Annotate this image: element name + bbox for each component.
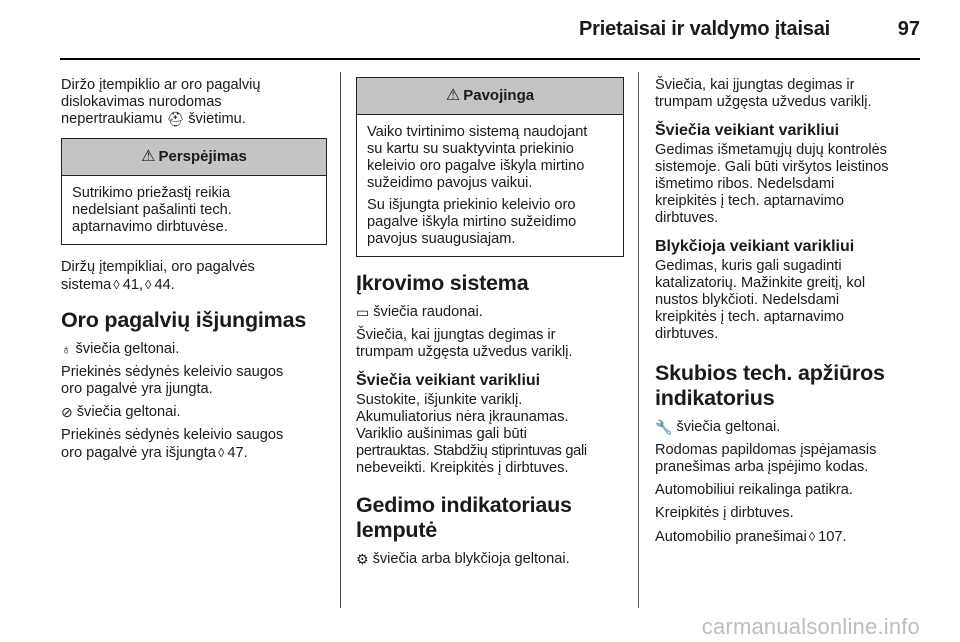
danger-box — [356, 77, 624, 257]
charging-system-heading: Įkrovimo sistema — [356, 271, 529, 295]
mil-blink-heading: Blykčioja veikiant varikliui — [655, 238, 855, 255]
mil-lit-heading: Šviečia veikiant varikliui — [655, 122, 840, 139]
charging-text: Šviečia, kai įjungtas degimas ir trumpam užgęsta užvedus variklį. — [356, 327, 573, 360]
mil-blink-text: Gedimas, kuris gali sugadinti katalizatorių. Mažinkite greitį, kol nustos blykčioti. Nedelsdami kreipkitės į tech. aptarnavimo dirbtuves. — [655, 258, 866, 342]
airbag-on-text: Priekinės sėdynės keleivio saugos oro pagalvė yra įjungta. — [61, 364, 284, 397]
service-text-1: Rodomas papildomas įspėjamasis pranešimas arba įspėjimo kodas. — [655, 442, 877, 475]
page-reference-icon: ◊ — [217, 445, 225, 460]
column-2 — [356, 77, 624, 574]
column-1 — [61, 77, 327, 468]
warning-triangle-icon: ⚠ — [445, 87, 461, 104]
danger-box-header: ⚠ Pavojinga — [357, 78, 623, 115]
danger-text-1: Vaiko tvirtinimo sistemą naudojant su kartu su suaktyvinta priekinio keleivio oro pagalve iškyla mirtino sužeidimo pavojus vaikui. — [367, 124, 588, 191]
service-text-2: Automobiliui reikalinga patikra. — [655, 482, 853, 498]
column-divider-1 — [340, 72, 341, 608]
mil-heading: Gedimo indikatoriaus lemputė — [356, 493, 572, 542]
intro-paragraph: Diržo įtempiklio ar oro pagalvių dislokavimas nurodomas nepertraukiamu ⛑ švietimu. — [61, 77, 261, 127]
service-wrench-icon: 🔧 — [655, 419, 673, 435]
warning-box — [61, 138, 327, 245]
charging-lit-heading: Šviečia veikiant varikliui — [356, 372, 541, 389]
service-text-3: Kreipkitės į dirbtuves. — [655, 505, 794, 521]
column-3 — [655, 77, 945, 552]
page-header-title: Prietaisai ir valdymo įtaisai — [579, 18, 830, 40]
danger-text-2: Su išjungta priekinio keleivio oro pagalve iškyla mirtino sužeidimo pavojus suaugusiajam. — [367, 197, 577, 247]
warning-triangle-icon: ⚠ — [141, 148, 156, 165]
warning-box-header: ⚠ Perspėjimas — [62, 139, 326, 176]
airbag-on-icon: ♁ — [61, 341, 72, 357]
airbag-off-text: Priekinės sėdynės keleivio saugos oro pagalvė yra išjungta ◊ 47. — [61, 427, 284, 461]
service-light: 🔧 šviečia geltonai. — [655, 419, 781, 435]
seatbelt-airbag-icon: ⛑ — [166, 111, 185, 127]
airbag-off-light: ⊘ šviečia geltonai. — [61, 404, 181, 420]
engine-icon: ⚙ — [356, 551, 369, 567]
service-heading: Skubios tech. apžiūros indikatorius — [655, 361, 885, 410]
header-rule — [60, 58, 920, 60]
system-reference: Diržų įtempikliai, oro pagalvės sistema ◊ 41, ◊ 44. — [61, 259, 255, 293]
service-text-4: Automobilio pranešimai ◊ 107. — [655, 529, 847, 545]
airbag-off-heading: Oro pagalvių išjungimas — [61, 308, 307, 332]
airbag-on-light: ♁ šviečia geltonai. — [61, 341, 180, 357]
warning-text: Sutrikimo priežastį reikia nedelsiant pašalinti tech. aptarnavimo dirbtuvėse. — [72, 185, 232, 235]
charging-light: ▭ šviečia raudonai. — [356, 304, 483, 320]
watermark: carmanualsonline.info — [701, 614, 920, 639]
mil-lit-text: Gedimas išmetamųjų dujų kontrolės sistemoje. Gali būti viršytos leistinos išmetimo ribos. Nedelsdami kreipkitės į tech. aptarnavimo dirbtuves. — [655, 142, 889, 226]
column-divider-2 — [638, 72, 639, 608]
page-reference-icon: ◊ — [808, 529, 816, 544]
airbag-off-icon: ⊘ — [61, 404, 73, 420]
charging-lit-text: Sustokite, išjunkite variklį. Akumuliatorius nėra įkraunamas. Variklio aušinimas gali būti pertrauktas. Stabdžių stiprintuvas gali nebeveikti. Kreipkitės į dirbtuves. — [356, 392, 587, 476]
mil-text: Šviečia, kai įjungtas degimas ir trumpam užgęsta užvedus variklį. — [655, 77, 872, 110]
page-reference-icon: ◊ — [113, 277, 120, 292]
page-number: 97 — [897, 18, 920, 40]
page-reference-icon: ◊ — [145, 277, 152, 292]
battery-icon: ▭ — [356, 304, 370, 320]
mil-light: ⚙ šviečia arba blykčioja geltonai. — [356, 551, 570, 567]
